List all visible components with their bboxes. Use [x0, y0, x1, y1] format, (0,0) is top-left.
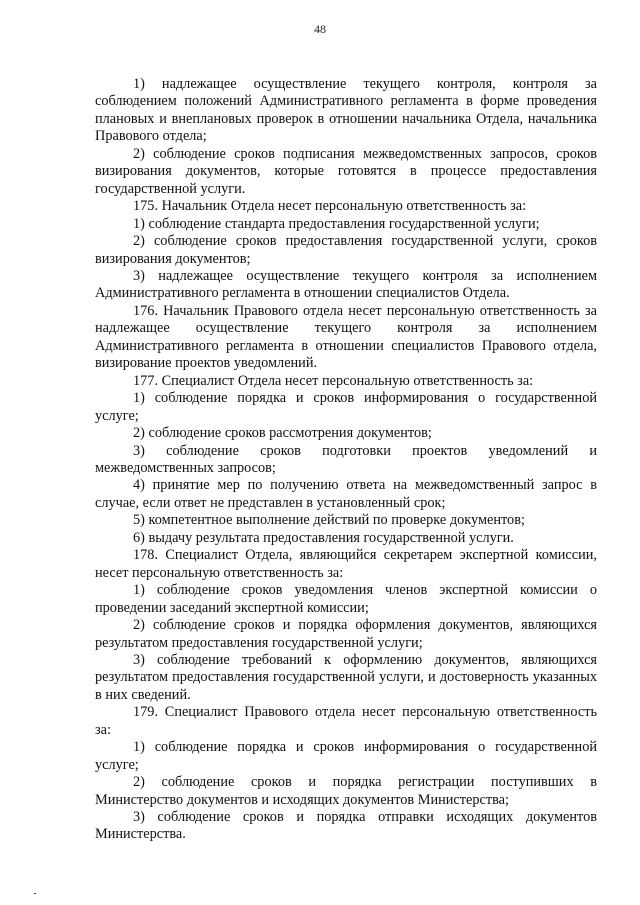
paragraph: 2) соблюдение сроков подписания межведомственных запросов, сроков визирования документов, которые готовятся в процессе предоставления государственной услуги. [95, 145, 597, 197]
paragraph: 3) соблюдение сроков подготовки проектов уведомлений и межведомственных запросов; [95, 442, 597, 476]
paragraph: 1) соблюдение стандарта предоставления государственной услуги; [133, 215, 540, 232]
paragraph: 177. Специалист Отдела несет персональную ответственность за: [133, 372, 534, 389]
paragraph: 178. Специалист Отдела, являющийся секретарем экспертной комиссии, несет персональную ответственность за: [95, 547, 597, 581]
paragraph: 1) соблюдение сроков уведомления членов экспертной комиссии о проведении заседаний экспертной комиссии; [95, 582, 597, 616]
paragraph: 3) соблюдение сроков и порядка отправки исходящих документов Министерства. [95, 809, 597, 843]
document-body [95, 76, 597, 844]
paragraph: 3) соблюдение требований к оформлению документов, являющихся результатом предоставления государственной услуги, и достоверность указанных в них сведений. [95, 651, 597, 703]
paragraph: 1) соблюдение порядка и сроков информирования о государственной услуге; [95, 390, 597, 424]
paragraph: 2) соблюдение сроков рассмотрения документов; [133, 425, 432, 442]
paragraph: 2) соблюдение сроков и порядка оформления документов, являющихся результатом предоставления государственной услуги; [95, 617, 597, 651]
paragraph: 2) соблюдение сроков и порядка регистрации поступивших в Министерство документов и исходящих документов Министерства; [95, 774, 597, 808]
paragraph: 5) компетентное выполнение действий по проверке документов; [133, 512, 525, 529]
paragraph: 3) надлежащее осуществление текущего контроля за исполнением Административного регламента в отношении специалистов Отдела. [95, 267, 597, 302]
paragraph: 4) принятие мер по получению ответа на межведомственный запрос в случае, если ответ не представлен в установленный срок; [95, 477, 597, 511]
page-number: 48 [314, 22, 326, 36]
paragraph: 1) надлежащее осуществление текущего контроля, контроля за соблюдением положений Административного регламента в форме проведения плановых и внеплановых проверок в отношении начальника Отдела, начальника Правового отдела; [95, 76, 597, 145]
paragraph: 2) соблюдение сроков предоставления государственной услуги, сроков визирования документов; [95, 233, 597, 267]
paragraph: 1) соблюдение порядка и сроков информирования о государственной услуге; [95, 739, 597, 773]
paragraph: 6) выдачу результата предоставления государственной услуги. [133, 529, 514, 546]
paragraph: 179. Специалист Правового отдела несет персональную ответственность за: [95, 704, 597, 738]
paragraph: 175. Начальник Отдела несет персональную ответственность за: [133, 198, 527, 215]
paragraph: 176. Начальник Правового отдела несет персональную ответственность за надлежащее осуществление текущего контроля за исполнением Административного регламента в отношении специалистов Правового отдела, визирование проектов уведомлений. [95, 302, 597, 372]
scan-speck [34, 893, 36, 894]
